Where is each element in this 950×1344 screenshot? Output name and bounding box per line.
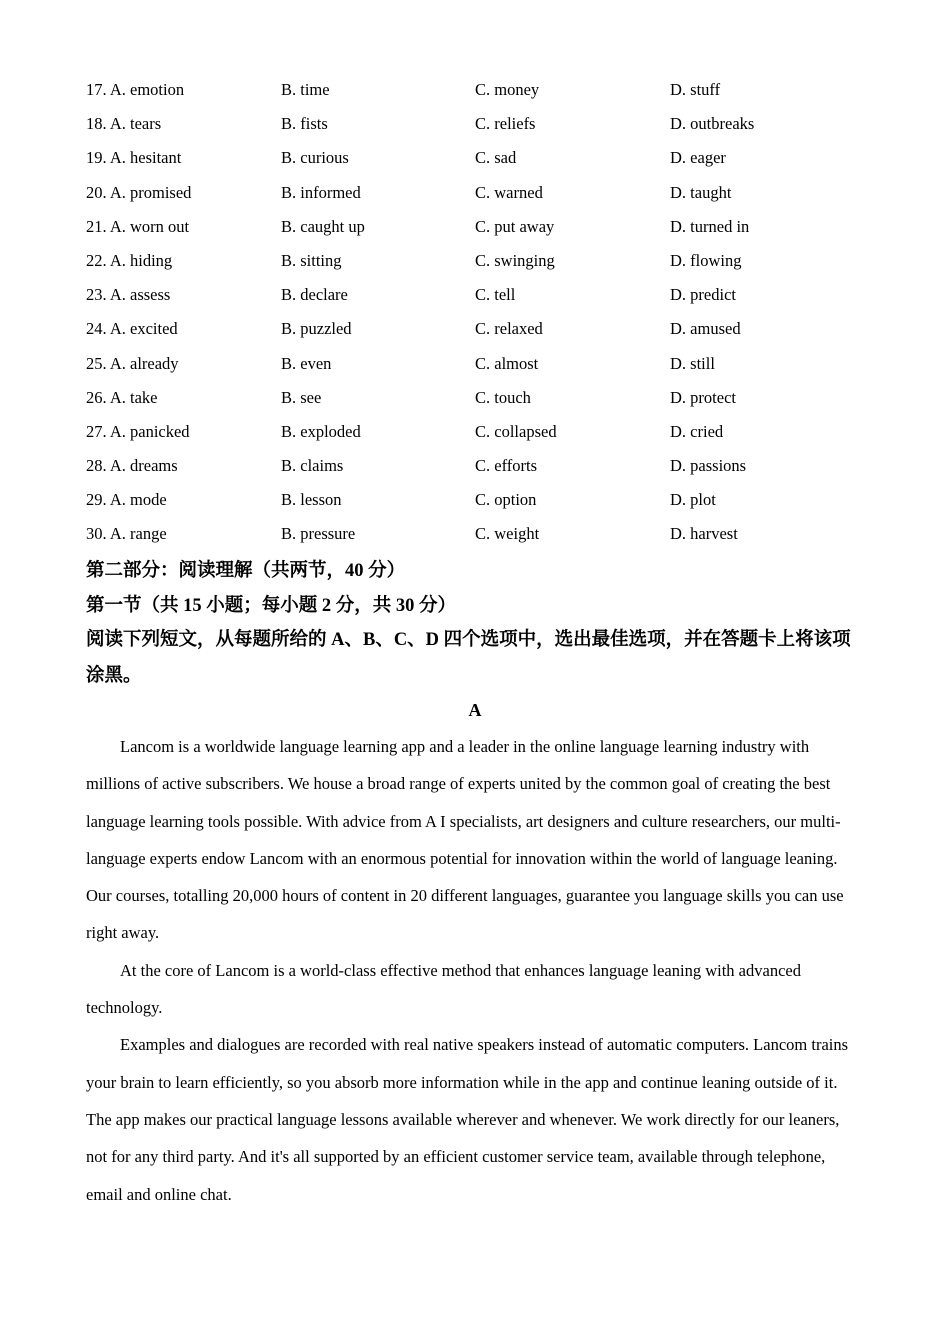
option-b: B. claims [281,456,344,476]
option-b: B. fists [281,114,328,134]
option-d: D. passions [670,456,747,476]
question-row [86,141,866,175]
option-a: 25. A. already [86,353,179,373]
cloze-options [86,73,866,552]
option-c: C. efforts [475,456,538,476]
option-c: C. swinging [475,250,555,270]
option-d: D. flowing [670,250,742,270]
option-b: B. even [281,353,332,373]
question-row [86,107,866,141]
option-c: C. put away [475,216,555,236]
option-a: 21. A. worn out [86,216,190,236]
part-two-heading: 第二部分：阅读理解（共两节，40 分） [86,561,406,581]
option-a: 22. A. hiding [86,250,173,270]
option-a: 20. A. promised [86,182,192,202]
option-a: 26. A. take [86,387,158,407]
option-d: D. outbreaks [670,114,755,134]
option-c: C. weight [475,524,540,544]
option-b: B. declare [281,285,348,305]
option-c: C. sad [475,148,517,168]
option-d: D. turned in [670,216,750,236]
option-d: D. plot [670,490,716,510]
passage-paragraph: Lancom is a worldwide language learning app and a leader in the online language learning industry with millions of active subscribers. We house a broad range of experts united by the common goal of creating the best language learning tools possible. With advice from A I specialists, art designers and culture researchers, our multi-language experts endow Lancom with an enormous potential for innovation within the world of language leaning. Our courses, totalling 20,000 hours of content in 20 different languages, guarantee you language skills you can use right away. [86,737,844,943]
option-a: 19. A. hesitant [86,148,182,168]
option-b: B. pressure [281,524,356,544]
passage-paragraph: At the core of Lancom is a world-class effective method that enhances language leaning with advanced technology. [86,960,801,1018]
passage-title: A [468,700,482,720]
option-d: D. stuff [670,80,721,99]
reading-instructions: 阅读下列短文，从每题所给的 A、B、C、D 四个选项中，选出最佳选项，并在答题卡上将该项涂黑。 [86,630,851,686]
option-b: B. see [281,387,322,407]
question-row [86,347,866,381]
option-a: 30. A. range [86,524,167,544]
question-row [86,278,866,312]
question-row [86,415,866,449]
option-d: D. eager [670,148,726,168]
question-row [86,517,866,551]
option-a: 17. A. emotion [86,80,185,99]
option-d: D. predict [670,285,736,305]
option-b: B. time [281,80,330,99]
option-c: C. reliefs [475,114,536,134]
option-c: C. collapsed [475,421,557,441]
question-row [86,73,866,107]
option-a: 24. A. excited [86,319,178,339]
option-c: C. almost [475,353,539,373]
option-d: D. still [670,353,715,373]
question-row [86,312,866,346]
option-c: C. money [475,80,540,99]
option-c: C. option [475,490,537,510]
option-b: B. informed [281,182,361,202]
question-row [86,176,866,210]
section-one-heading: 第一节（共 15 小题；每小题 2 分，共 30 分） [86,596,457,616]
option-d: D. amused [670,319,741,339]
question-row [86,483,866,517]
option-b: B. exploded [281,421,361,441]
question-row [86,381,866,415]
option-c: C. tell [475,285,516,305]
option-d: D. taught [670,182,732,202]
option-c: C. touch [475,387,531,407]
option-a: 27. A. panicked [86,421,190,441]
question-row [86,210,866,244]
option-c: C. warned [475,182,543,202]
option-a: 23. A. assess [86,285,171,305]
passage-body [86,728,862,1213]
option-d: D. harvest [670,524,738,544]
option-b: B. puzzled [281,319,352,339]
option-b: B. lesson [281,490,342,510]
option-c: C. relaxed [475,319,543,339]
question-row [86,449,866,483]
option-b: B. sitting [281,250,342,270]
option-d: D. protect [670,387,736,407]
option-a: 29. A. mode [86,490,167,510]
option-a: 18. A. tears [86,114,162,134]
option-b: B. curious [281,148,349,168]
option-a: 28. A. dreams [86,456,178,476]
option-b: B. caught up [281,216,365,236]
option-d: D. cried [670,421,724,441]
question-row [86,244,866,278]
passage-paragraph: Examples and dialogues are recorded with real native speakers instead of automatic computers. Lancom trains your brain to learn efficiently, so you absorb more information while in the app and continue leaning outside of it. The app makes our practical language lessons available wherever and whenever. We work directly for our leaners, not for any third party. And it's all supported by an efficient customer service team, available through telephone, email and online chat. [86,1035,849,1204]
